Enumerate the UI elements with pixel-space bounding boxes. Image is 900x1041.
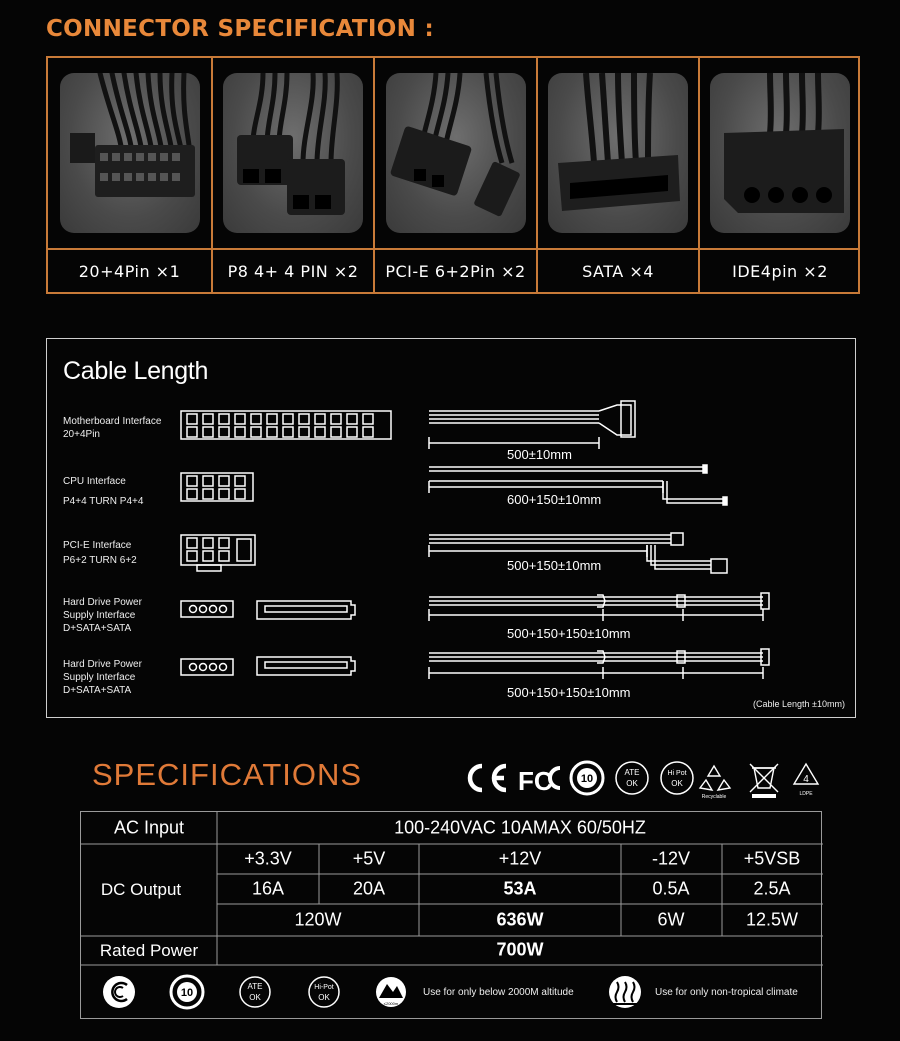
cpu-8pin-outline-icon <box>181 473 253 501</box>
connector-spec-grid <box>46 56 860 294</box>
cable-length-value: 500+150+150±10mm <box>507 626 631 641</box>
cable-length-value: 600+150±10mm <box>507 492 602 507</box>
svg-text:Hi-Pot: Hi-Pot <box>314 984 334 991</box>
sata-connector-photo <box>548 73 688 233</box>
svg-text:Recyclable: Recyclable <box>701 794 727 800</box>
ate-ok-icon <box>240 977 270 1007</box>
connector-photo-cell <box>375 58 538 250</box>
svg-text:ATE: ATE <box>624 768 640 777</box>
svg-text:≤2000m: ≤2000m <box>383 1001 399 1006</box>
svg-text:10: 10 <box>580 773 594 785</box>
atx-cable-drawing <box>429 401 635 449</box>
molex-outline-icon <box>181 601 233 617</box>
current-5vsb: 2.5A <box>753 878 791 899</box>
svg-text:FC: FC <box>518 766 553 796</box>
cable-row-label: Hard Drive Power Supply Interface D+SATA+SATA <box>63 659 142 696</box>
svg-text:OK: OK <box>249 993 261 1002</box>
rail-5v: +5V <box>352 848 386 869</box>
molex-outline-icon <box>181 659 233 675</box>
rail-3v3: +3.3V <box>244 848 292 869</box>
connector-label: SATA ×4 <box>538 250 700 292</box>
cable-length-value: 500±10mm <box>507 447 572 462</box>
climate-note: Use for only non-tropical climate <box>655 987 798 998</box>
specifications-table <box>80 811 822 1019</box>
cable-row-label: Hard Drive Power Supply Interface D+SATA+SATA <box>63 597 142 634</box>
current-5v: 20A <box>352 878 386 899</box>
ldpe-4-icon <box>794 764 818 797</box>
ccc-icon <box>103 976 135 1008</box>
rail-12v: +12V <box>498 848 542 869</box>
connector-label: 20+4Pin ×1 <box>48 250 213 292</box>
connector-photo-cell <box>213 58 375 250</box>
rated-power-label: Rated Power <box>99 941 199 960</box>
power-n12v: 6W <box>657 909 685 930</box>
cable-length-title: Cable Length <box>63 357 209 385</box>
altitude-note: Use for only below 2000M altitude <box>423 987 574 998</box>
molex-connector-photo <box>710 73 850 233</box>
ate-ok-icon <box>616 762 648 794</box>
certification-icons <box>462 758 832 802</box>
cable-length-value: 500+150±10mm <box>507 558 602 573</box>
ce-icon <box>470 766 506 790</box>
cpu-eps-connector-photo <box>223 73 363 233</box>
connector-label: PCI-E 6+2Pin ×2 <box>375 250 538 292</box>
cable-length-value: 500+150+150±10mm <box>507 685 631 700</box>
ac-input-label: AC Input <box>113 817 185 838</box>
dc-output-label: DC Output <box>100 880 182 899</box>
cable-length-note: (Cable Length ±10mm) <box>753 699 845 709</box>
svg-text:ATE: ATE <box>247 982 263 991</box>
connector-photo-cell <box>538 58 700 250</box>
cable-row-label: PCI-E Interface P6+2 TURN 6+2 <box>63 540 137 566</box>
recyclable-icon <box>700 766 730 800</box>
cable-length-panel <box>46 338 856 718</box>
10-year-icon <box>571 762 603 794</box>
hdd-cable-drawing-2 <box>429 649 769 679</box>
svg-text:OK: OK <box>626 779 638 788</box>
sata-outline-icon <box>257 657 355 675</box>
atx-24pin-outline-icon <box>181 411 391 439</box>
svg-text:OK: OK <box>671 779 683 788</box>
power-5vsb: 12.5W <box>745 909 799 930</box>
power-3v3-5v: 120W <box>294 909 342 930</box>
rated-power-value: 700W <box>496 939 544 960</box>
svg-text:10: 10 <box>180 987 194 999</box>
current-n12v: 0.5A <box>652 878 690 899</box>
hi-pot-ok-icon <box>661 762 693 794</box>
svg-text:LDPE: LDPE <box>799 791 813 797</box>
svg-text:OK: OK <box>318 993 330 1002</box>
hdd-cable-drawing-1 <box>429 593 769 621</box>
sata-outline-icon <box>257 601 355 619</box>
atx-24pin-connector-photo <box>60 73 200 233</box>
connector-photo-cell <box>48 58 213 250</box>
cable-diagrams <box>47 339 857 719</box>
connector-label: IDE4pin ×2 <box>732 261 828 281</box>
power-12v: 636W <box>496 909 544 930</box>
altitude-2000m-icon <box>376 977 406 1007</box>
specifications-title: SPECIFICATIONS <box>92 757 363 792</box>
10-year-icon <box>171 976 203 1008</box>
svg-text:Hi Pot: Hi Pot <box>667 770 687 777</box>
connector-photo-cell <box>700 58 860 250</box>
hi-pot-ok-icon <box>309 977 339 1007</box>
fcc-icon <box>518 766 560 796</box>
connector-label: P8 4+ 4 PIN ×2 <box>213 250 375 292</box>
ac-input-value: 100-240VAC 10AMAX 60/50HZ <box>394 817 646 838</box>
svg-text:4: 4 <box>803 774 809 785</box>
connector-spec-title: CONNECTOR SPECIFICATION : <box>46 16 434 42</box>
pcie-connector-photo <box>386 73 526 233</box>
rail-n12v: -12V <box>651 848 691 869</box>
rail-5vsb: +5VSB <box>743 848 801 869</box>
non-tropical-icon <box>609 976 641 1008</box>
weee-icon <box>750 764 778 798</box>
pcie-8pin-outline-icon <box>181 535 255 571</box>
current-12v: 53A <box>503 878 537 899</box>
cable-row-label: CPU Interface P4+4 TURN P4+4 <box>63 476 144 507</box>
current-3v3: 16A <box>251 878 285 899</box>
cable-row-label: Motherboard Interface 20+4Pin <box>63 416 162 440</box>
